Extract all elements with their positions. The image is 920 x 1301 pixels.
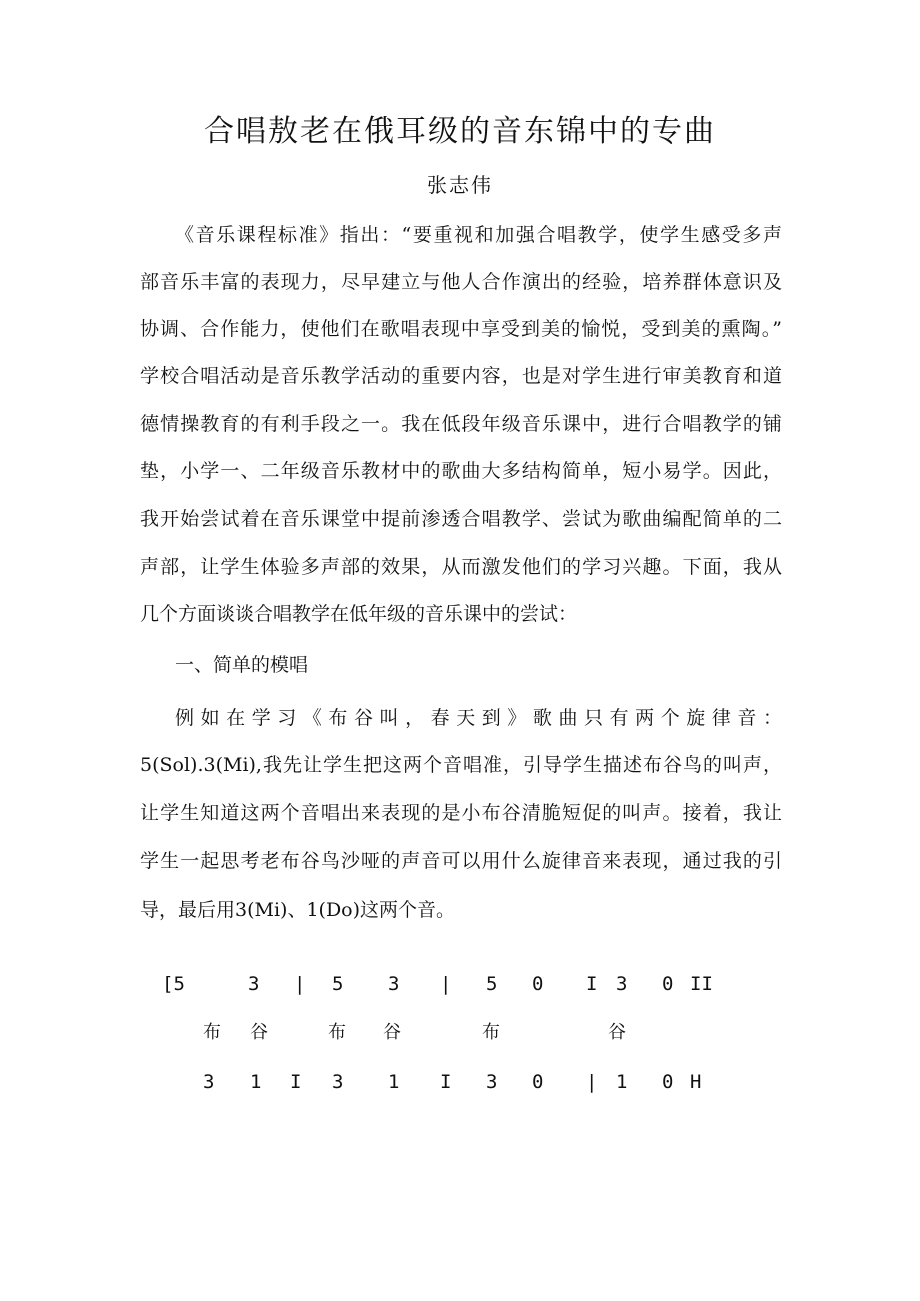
author-name: 张志伟 bbox=[427, 173, 493, 197]
score-note: 1 bbox=[388, 1071, 400, 1093]
score-note: 1 bbox=[250, 1071, 262, 1093]
score-lyric: 谷 bbox=[250, 1022, 268, 1043]
paragraph-line: 几个方面谈谈合唱教学在低年级的音乐课中的尝试： bbox=[140, 603, 578, 625]
paragraph-line: 垫，小学一、二年级音乐教材中的歌曲大多结构简单，短小易学。因此， bbox=[140, 460, 782, 482]
paragraph-line: 导，最后用3(Mi)、1(Do)这两个音。 bbox=[140, 899, 456, 921]
score-lyric: 谷 bbox=[383, 1022, 401, 1043]
paragraph-line: 声部，让学生体验多声部的效果，从而激发他们的学习兴趣。下面，我从 bbox=[140, 556, 782, 578]
score-barline: I bbox=[440, 1071, 452, 1093]
score-end-barline: H bbox=[690, 1071, 702, 1093]
score-barline: I bbox=[290, 1071, 302, 1093]
score-note: 3 bbox=[203, 1071, 215, 1093]
document-title: 合唱敖老在俄耳级的音东锦中的专曲 bbox=[204, 114, 716, 149]
score-note: 3 bbox=[616, 973, 628, 995]
score-note: 5 bbox=[332, 973, 344, 995]
score-lyric: 布 bbox=[203, 1022, 221, 1043]
score-barline: | bbox=[294, 973, 306, 995]
score-note: 0 bbox=[662, 973, 674, 995]
score-note: 1 bbox=[616, 1071, 628, 1093]
paragraph-line: 部音乐丰富的表现力，尽早建立与他人合作演出的经验，培养群体意识及 bbox=[140, 271, 782, 293]
paragraph-line: 让学生知道这两个音唱出来表现的是小布谷清脆短促的叫声。接着，我让 bbox=[140, 802, 782, 824]
score-lyric: 谷 bbox=[608, 1022, 626, 1043]
score-note: 5 bbox=[486, 973, 498, 995]
paragraph-line: 学校合唱活动是音乐教学活动的重要内容，也是对学生进行审美教育和道 bbox=[140, 365, 782, 387]
score-barline: | bbox=[586, 1071, 598, 1093]
score-note: 0 bbox=[532, 1071, 544, 1093]
score-lyric: 布 bbox=[482, 1022, 500, 1043]
score-note: 3 bbox=[388, 973, 400, 995]
score-end-barline: II bbox=[690, 973, 713, 995]
paragraph-line: 德情操教育的有利手段之一。我在低段年级音乐课中，进行合唱教学的铺 bbox=[140, 413, 782, 435]
score-barline: | bbox=[440, 973, 452, 995]
score-barline: I bbox=[586, 973, 598, 995]
score-note: 0 bbox=[532, 973, 544, 995]
paragraph-line: 我开始尝试着在音乐课堂中提前渗透合唱教学、尝试为歌曲编配简单的二 bbox=[140, 508, 782, 530]
paragraph-line: 5(Sol).3(Mi),我先让学生把这两个音唱准，引导学生描述布谷鸟的叫声， bbox=[140, 754, 782, 776]
score-note: 3 bbox=[486, 1071, 498, 1093]
paragraph-line: 学生一起思考老布谷鸟沙哑的声音可以用什么旋律音来表现，通过我的引 bbox=[140, 850, 782, 872]
score-note: [5 bbox=[162, 973, 185, 995]
score-note: 3 bbox=[248, 973, 260, 995]
section-heading: 一、简单的模唱 bbox=[175, 654, 309, 676]
score-lyric: 布 bbox=[328, 1022, 346, 1043]
paragraph-line: 例如在学习《布谷叫，春天到》歌曲只有两个旋律音： bbox=[175, 707, 782, 729]
score-note: 0 bbox=[662, 1071, 674, 1093]
score-note: 3 bbox=[332, 1071, 344, 1093]
paragraph-line: 《音乐课程标准》指出：“要重视和加强合唱教学，使学生感受多声 bbox=[175, 224, 782, 246]
paragraph-line: 协调、合作能力，使他们在歌唱表现中享受到美的愉悦，受到美的熏陶。” bbox=[140, 318, 782, 340]
